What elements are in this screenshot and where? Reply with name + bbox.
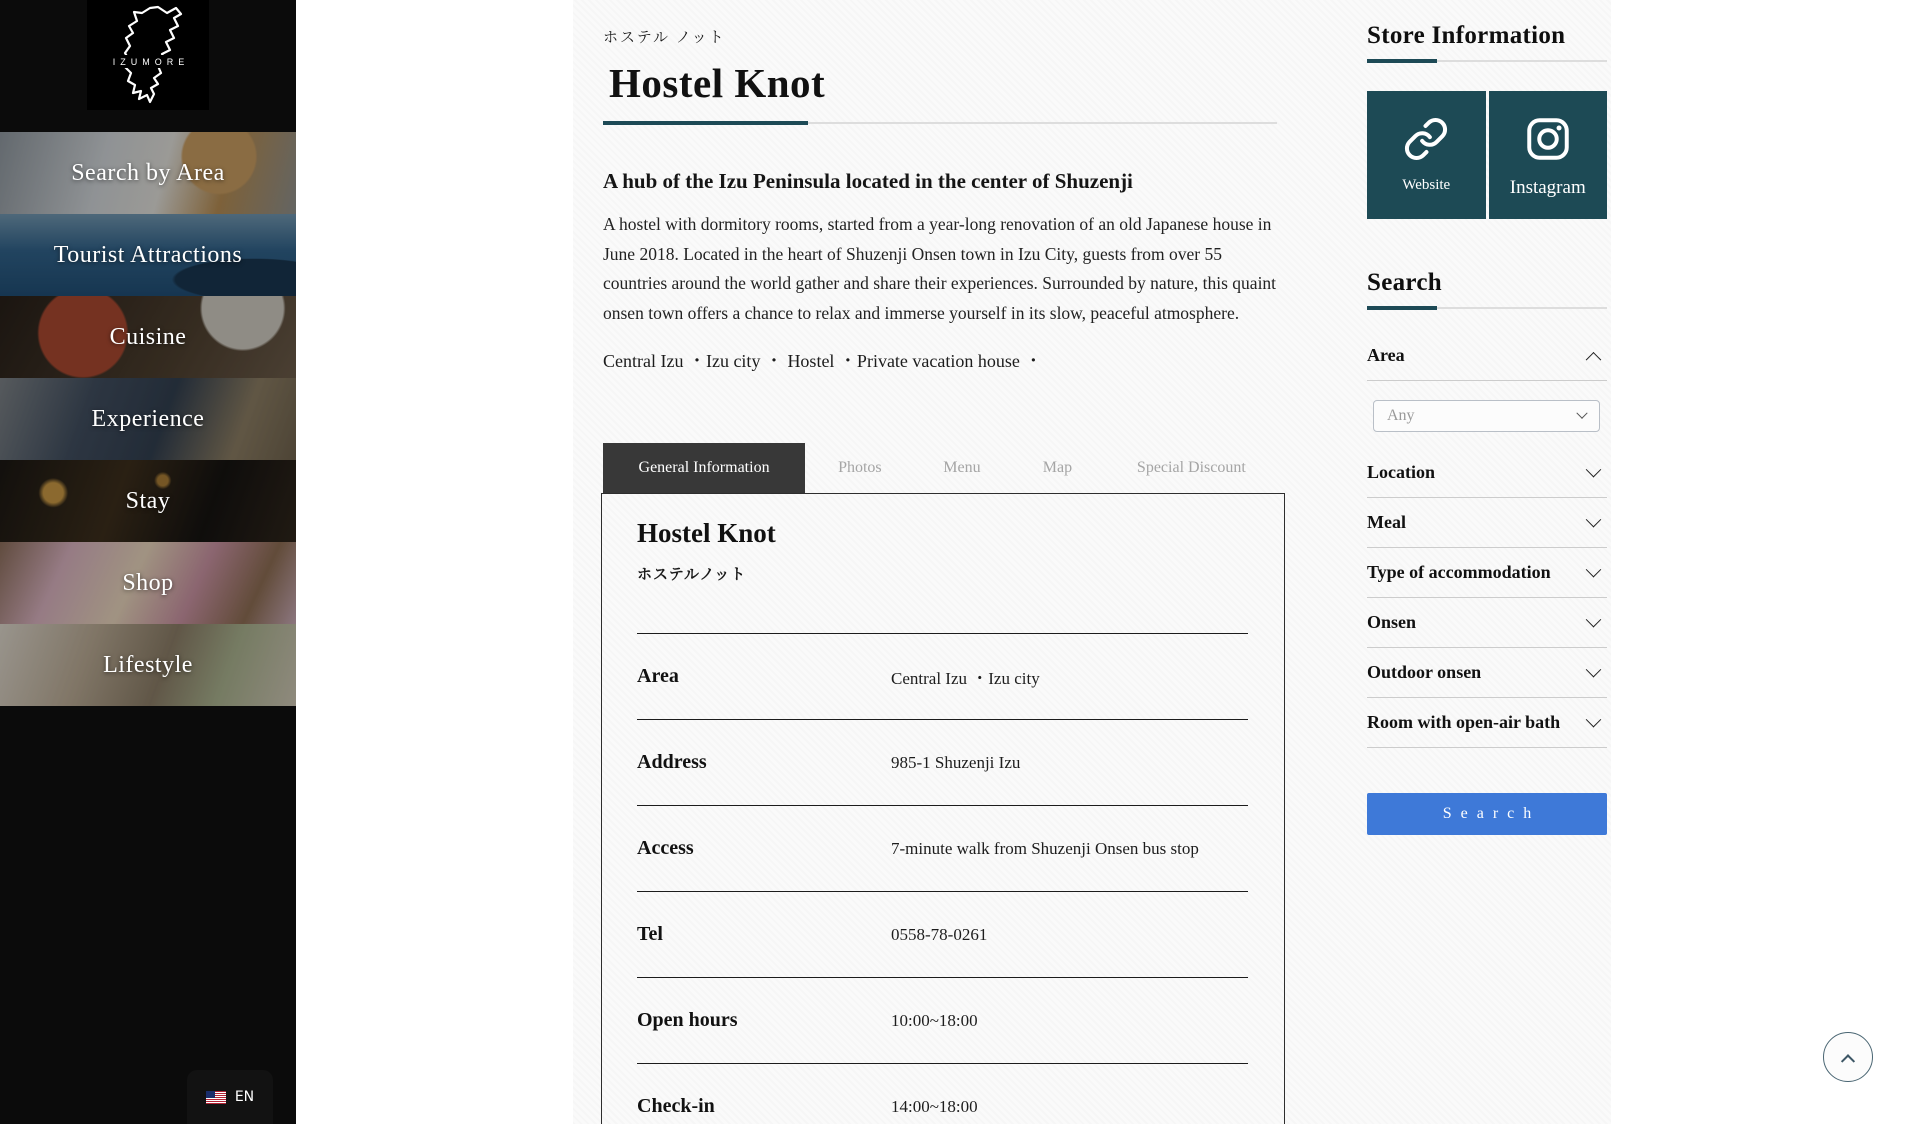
language-selector[interactable] <box>187 1070 273 1124</box>
tag-list: Central Izu ・Izu city ・ Hostel ・Private vacation house ・ <box>603 351 1043 371</box>
tab-general-information[interactable]: General Information <box>603 443 805 493</box>
search-title: Search <box>1367 269 1442 296</box>
chevron-down-icon <box>1586 512 1602 528</box>
filter-label: Onsen <box>1367 612 1417 632</box>
sidebar-item-experience[interactable] <box>0 378 296 460</box>
right-sidebar <box>1367 0 1607 835</box>
row-value: 7-minute walk from Shuzenji Onsen bus stop <box>891 838 1199 858</box>
sidebar-item-label: Shop <box>122 569 174 596</box>
tab-photos[interactable]: Photos <box>838 459 882 476</box>
page-title: Hostel Knot <box>609 60 826 106</box>
sidebar-item-search-by-area[interactable] <box>0 132 296 214</box>
sidebar-item-label: Lifestyle <box>103 651 193 678</box>
sidebar <box>0 0 296 1124</box>
search-filters <box>1367 331 1607 748</box>
filter-label: Type of accommodation <box>1367 562 1551 582</box>
filter-meal[interactable] <box>1367 498 1607 548</box>
general-information-panel <box>601 493 1285 1124</box>
area-select[interactable] <box>1373 400 1600 432</box>
language-label: EN <box>234 1089 255 1105</box>
filter-label: Outdoor onsen <box>1367 662 1482 682</box>
table-row-check-in <box>637 1064 1248 1124</box>
table-row-access <box>637 806 1248 892</box>
info-name: Hostel Knot <box>637 518 776 548</box>
filter-outdoor-onsen[interactable] <box>1367 648 1607 698</box>
filter-onsen[interactable] <box>1367 598 1607 648</box>
instagram-button[interactable] <box>1489 91 1608 219</box>
info-name-jp: ホステルノット <box>637 567 747 583</box>
row-label: Access <box>637 837 694 859</box>
sidebar-item-stay[interactable] <box>0 460 296 542</box>
chevron-down-icon <box>1586 462 1602 478</box>
row-value: 985-1 Shuzenji Izu <box>891 752 1021 772</box>
chevron-down-icon <box>1576 408 1587 419</box>
row-value: Central Izu ・Izu city <box>891 669 1040 688</box>
row-value: 0558-78-0261 <box>891 924 988 944</box>
sidebar-item-tourist-attractions[interactable] <box>0 214 296 296</box>
filter-type-of-accommodation[interactable] <box>1367 548 1607 598</box>
chevron-down-icon <box>1586 562 1602 578</box>
chevron-down-icon <box>1586 662 1602 678</box>
link-icon <box>1403 116 1449 162</box>
filter-area[interactable] <box>1367 331 1607 381</box>
tab-map[interactable]: Map <box>1042 459 1073 476</box>
filter-label: Location <box>1367 462 1436 482</box>
chevron-up-icon <box>1841 1054 1855 1068</box>
sidebar-item-label: Tourist Attractions <box>53 241 243 268</box>
logo-text: IZUMORE <box>112 57 190 67</box>
store-links <box>1367 91 1607 219</box>
store-information-title: Store Information <box>1367 22 1566 49</box>
search-button[interactable]: Search <box>1367 793 1607 835</box>
row-label: Open hours <box>637 1009 738 1031</box>
sidebar-item-shop[interactable] <box>0 542 296 624</box>
chevron-down-icon <box>1586 712 1602 728</box>
instagram-icon <box>1523 114 1573 164</box>
scroll-to-top-button[interactable] <box>1823 1032 1873 1082</box>
chevron-up-icon <box>1586 352 1602 368</box>
chevron-down-icon <box>1586 612 1602 628</box>
sidebar-item-label: Cuisine <box>109 323 187 350</box>
page-subtitle-jp: ホステル ノット <box>603 30 726 46</box>
filter-room-with-open-air-bath[interactable] <box>1367 698 1607 748</box>
area-select-value: Any <box>1387 407 1415 424</box>
tab-special-discount[interactable]: Special Discount <box>1136 459 1246 476</box>
search-widget <box>1367 269 1607 835</box>
main-content <box>573 0 1310 1124</box>
sidebar-item-cuisine[interactable] <box>0 296 296 378</box>
table-row-address <box>637 720 1248 806</box>
row-label: Check-in <box>637 1095 715 1117</box>
sidebar-menu <box>0 132 296 706</box>
row-label: Address <box>637 751 707 773</box>
izu-peninsula-map-icon <box>92 3 204 107</box>
row-label: Area <box>637 665 679 687</box>
store-information-divider <box>1367 59 1607 63</box>
title-divider <box>603 121 1277 125</box>
tab-menu[interactable]: Menu <box>943 459 981 476</box>
row-value: 14:00~18:00 <box>891 1096 978 1116</box>
sidebar-item-lifestyle[interactable] <box>0 624 296 706</box>
info-table <box>637 633 1248 1124</box>
logo-wrap <box>0 0 296 132</box>
izumore-logo[interactable] <box>87 0 209 110</box>
row-label: Tel <box>637 923 663 945</box>
search-divider <box>1367 306 1607 310</box>
sidebar-item-label: Experience <box>91 405 205 432</box>
sidebar-item-label: Search by Area <box>71 159 225 186</box>
table-row-tel <box>637 892 1248 978</box>
row-value: 10:00~18:00 <box>891 1010 978 1030</box>
detail-tabs <box>603 443 1277 493</box>
sidebar-item-label: Stay <box>125 487 171 514</box>
instagram-label: Instagram <box>1509 176 1586 198</box>
filter-label: Meal <box>1367 512 1406 532</box>
catch-heading: A hub of the Izu Peninsula located in the center of Shuzenji <box>603 169 1133 193</box>
website-button[interactable] <box>1367 91 1486 219</box>
table-row-area <box>637 634 1248 720</box>
website-label: Website <box>1402 176 1451 193</box>
us-flag-icon <box>206 1091 226 1104</box>
filter-label: Area <box>1367 345 1405 365</box>
filter-label: Room with open-air bath <box>1367 712 1561 732</box>
filter-location[interactable] <box>1367 448 1607 498</box>
table-row-open-hours <box>637 978 1248 1064</box>
description-paragraph: A hostel with dormitory rooms, started from a year-long renovation of an old Japanese house in June 2018. Located in the heart of Shuzenji Onsen town in Izu City, guests from over 55 countries around the world gather and share their experiences. Surrounded by nature, this quaint onsen town offers a chance to relax and immerse yourself in its slow, peaceful atmosphere. <box>603 214 1277 323</box>
